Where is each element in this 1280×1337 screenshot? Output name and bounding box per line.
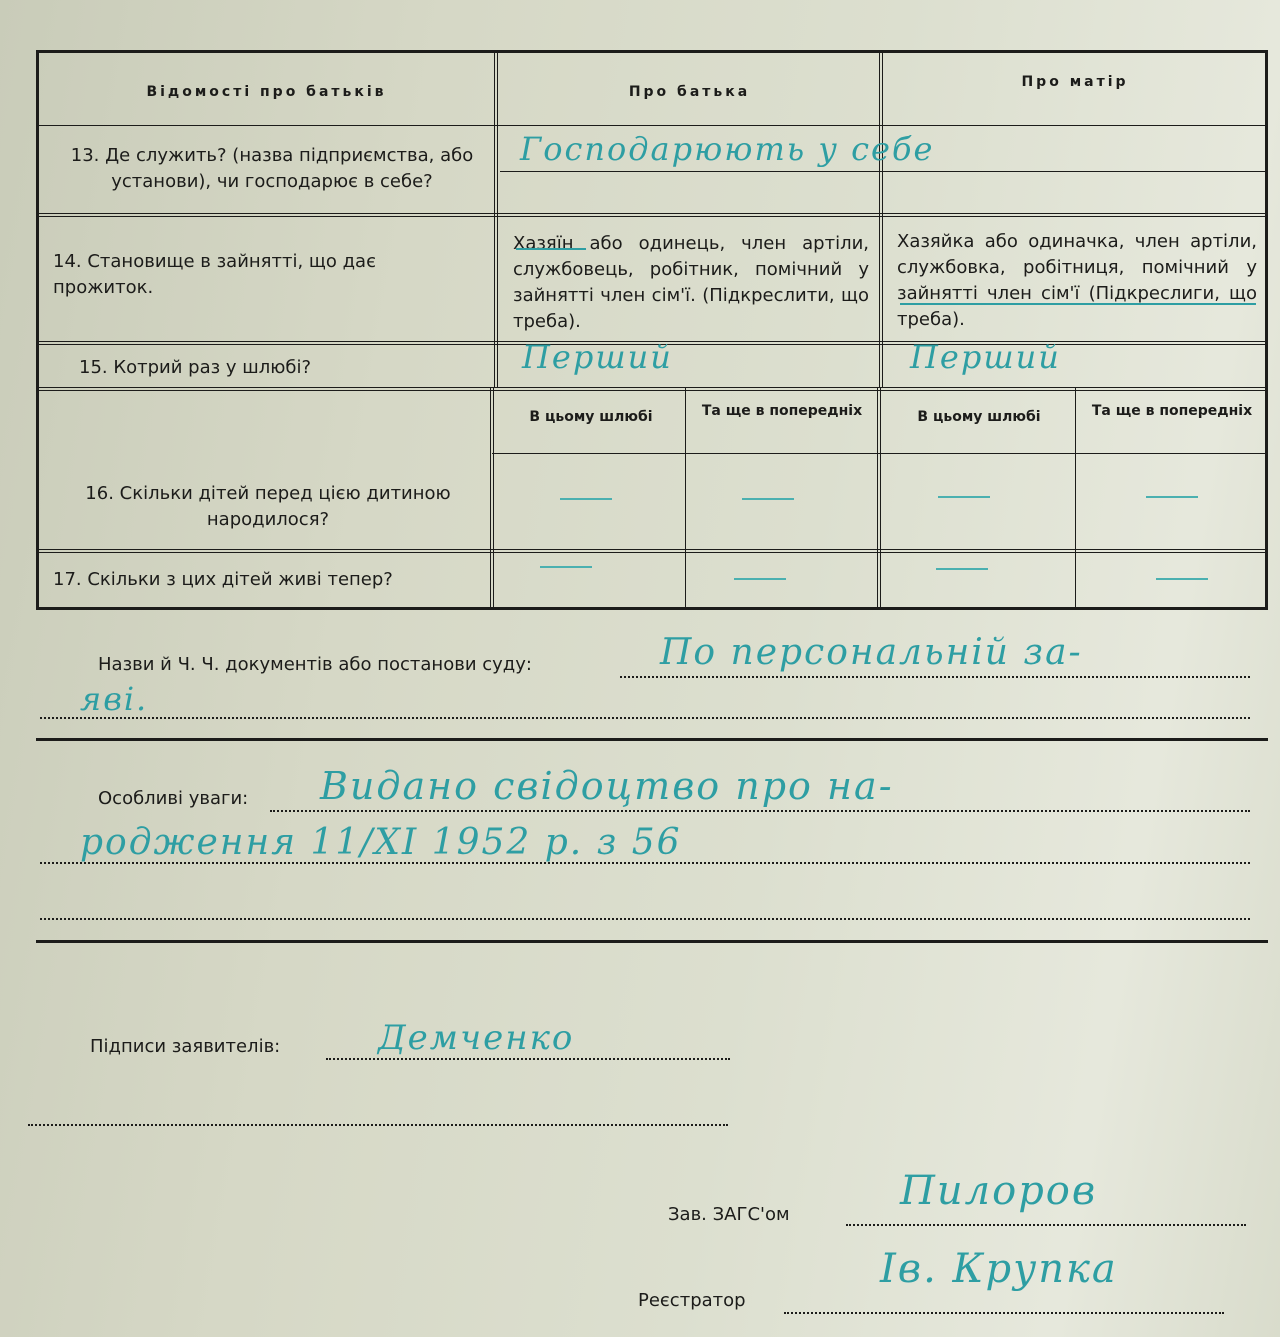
dash-mark (734, 578, 786, 580)
father-this-marriage-header: В цьому шлюбі (529, 409, 653, 425)
documents-line (620, 676, 1250, 678)
table-divider (39, 549, 1265, 553)
dash-mark (742, 498, 794, 500)
notes-line (40, 862, 1250, 864)
header-mother: Про матір (1021, 74, 1129, 90)
dash-mark (938, 496, 990, 498)
section-rule (36, 738, 1268, 741)
section-rule (36, 940, 1268, 943)
applicants-signature-label: Підписи заявителів: (90, 1036, 281, 1057)
dash-mark (1156, 578, 1208, 580)
registrar-label: Реєстратор (638, 1290, 746, 1311)
handwritten-documents: По персональній за- (660, 632, 1083, 673)
question-15: 15. Котрий раз у шлюбі? (79, 357, 312, 378)
table-divider (39, 213, 1265, 217)
table-divider (685, 387, 686, 610)
handwritten-notes: Видано свідоцтво про на- (320, 764, 894, 808)
header-father: Про батька (628, 84, 751, 100)
signature-line (784, 1312, 1224, 1314)
table-divider (1075, 387, 1076, 610)
dash-mark (540, 566, 592, 568)
table-divider (494, 53, 498, 387)
notes-label: Особливі уваги: (98, 788, 249, 809)
underline-mark (516, 248, 586, 250)
table-divider (39, 387, 1265, 391)
applicant-signature: Демченко (378, 1018, 575, 1058)
handwritten-father-marriage-count: Перший (522, 338, 673, 376)
table-divider (490, 387, 494, 610)
registrar-signature: Ів. Крупка (880, 1246, 1118, 1292)
handwritten-notes-cont: родження 11/ХІ 1952 р. з 56 (80, 822, 682, 863)
question-17: 17. Скільки з цих дітей живі тепер? (53, 569, 393, 590)
father-occupation-options: Хазяїн або одинець, член артіли, службовець, робітник, помічний у зайнятті член сім'ї. (Підкреслити, що треба). (513, 233, 869, 332)
zags-head-signature: Пилоров (900, 1168, 1098, 1214)
handwritten-mother-marriage-count: Перший (910, 338, 1061, 376)
question-16: 16. Скільки дітей перед цією дитиною народилося? (85, 483, 451, 530)
signature-line (28, 1124, 728, 1126)
dash-mark (560, 498, 612, 500)
dash-mark (1146, 496, 1198, 498)
mother-this-marriage-header: В цьому шлюбі (917, 409, 1041, 425)
zags-head-label: Зав. ЗАГС'ом (668, 1204, 790, 1225)
table-divider (877, 387, 881, 610)
handwritten-documents-cont: яві. (80, 680, 149, 718)
table-divider (39, 125, 1265, 126)
question-13: 13. Де служить? (назва підприємства, або установи), чи господарює в себе? (70, 145, 474, 192)
question-14: 14. Становище в зайнятті, що дає прожиток. (53, 251, 376, 298)
mother-previous-header: Та ще в попередніх (1091, 403, 1253, 419)
signature-line (326, 1058, 730, 1060)
table-divider (879, 53, 883, 387)
notes-line (270, 810, 1250, 812)
dash-mark (936, 568, 988, 570)
documents-line (40, 717, 1250, 719)
mother-occupation-options: Хазяйка або одиначка, член артіли, службовка, робітниця, помічний у зайнятті член сім'ї (Підкреслиги, що треба). (897, 231, 1257, 330)
signature-line (846, 1224, 1246, 1226)
handwritten-workplace: Господарюють у себе (520, 130, 935, 168)
underline-mark (900, 303, 1256, 305)
header-parents-info: Відомості про батьків (146, 84, 387, 100)
father-previous-header: Та ще в попередніх (701, 403, 863, 419)
documents-label: Назви й Ч. Ч. документів або постанови суду: (98, 654, 532, 675)
notes-line (40, 918, 1250, 920)
